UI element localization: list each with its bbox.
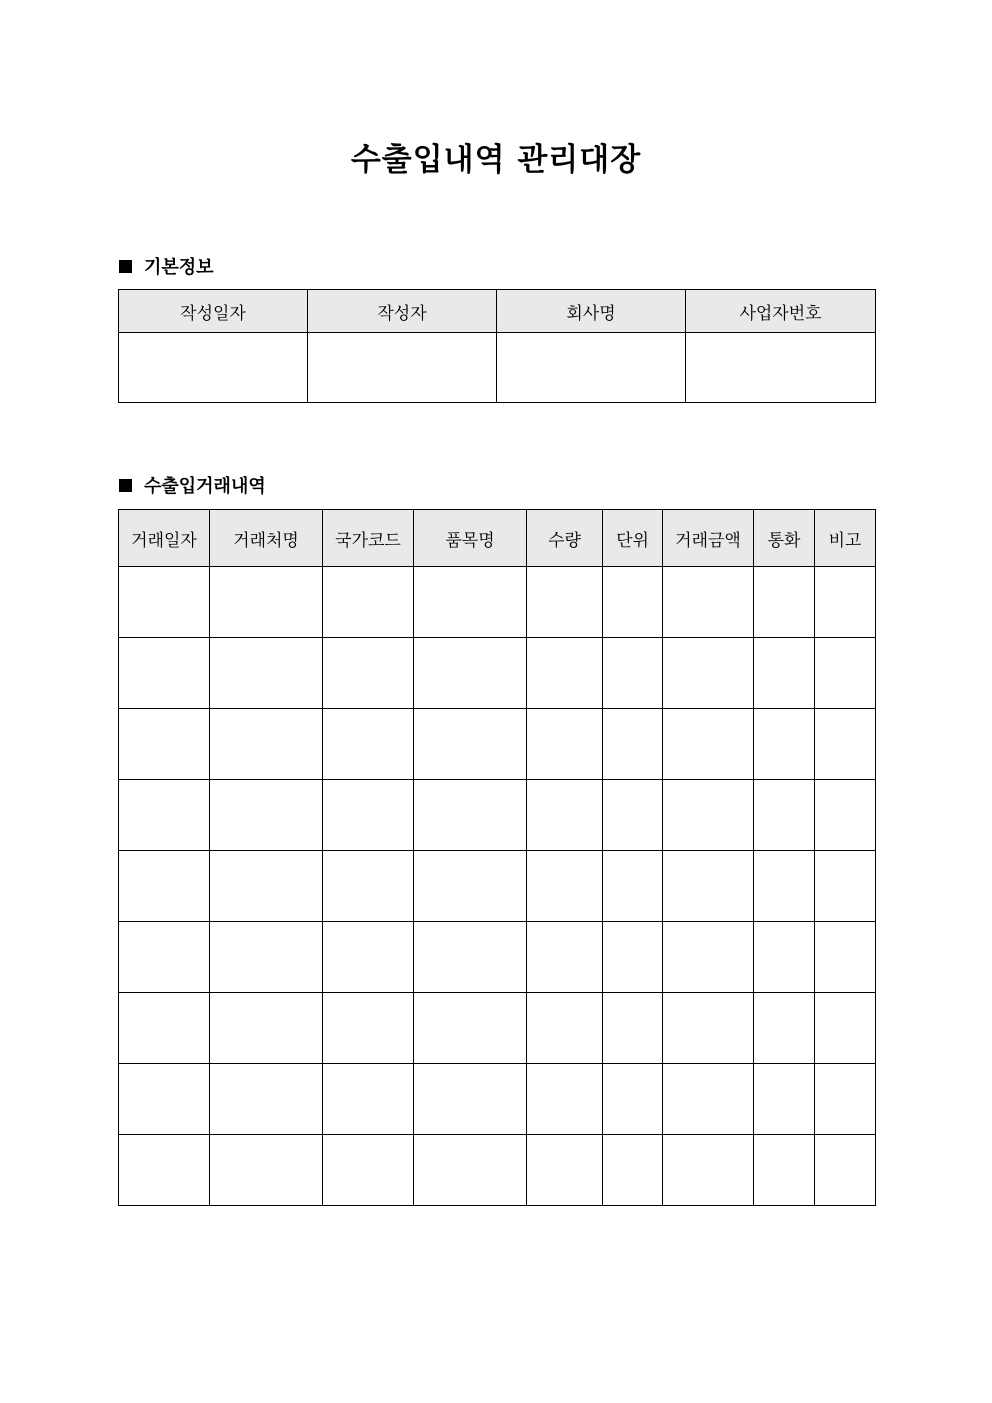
header-amount: 거래금액 [663, 510, 754, 567]
country-code-cell[interactable] [323, 638, 414, 709]
remarks-cell[interactable] [815, 851, 876, 922]
country-code-cell[interactable] [323, 1135, 414, 1206]
quantity-cell[interactable] [527, 567, 603, 638]
quantity-cell[interactable] [527, 851, 603, 922]
trade-date-cell[interactable] [119, 993, 210, 1064]
currency-cell[interactable] [754, 1135, 815, 1206]
trade-date-cell[interactable] [119, 922, 210, 993]
amount-cell[interactable] [663, 1064, 754, 1135]
quantity-cell[interactable] [527, 709, 603, 780]
item-name-cell[interactable] [414, 567, 527, 638]
table-row [119, 851, 876, 922]
partner-cell[interactable] [210, 709, 323, 780]
unit-cell[interactable] [603, 1064, 663, 1135]
amount-cell[interactable] [663, 1135, 754, 1206]
date-cell[interactable] [119, 333, 308, 403]
header-remarks: 비고 [815, 510, 876, 567]
item-name-cell[interactable] [414, 780, 527, 851]
amount-cell[interactable] [663, 851, 754, 922]
basic-info-heading-label: 기본정보 [144, 257, 214, 278]
trade-heading-label: 수출입거래내역 [144, 476, 266, 497]
unit-cell[interactable] [603, 1135, 663, 1206]
amount-cell[interactable] [663, 780, 754, 851]
currency-cell[interactable] [754, 567, 815, 638]
table-row [119, 780, 876, 851]
table-row [119, 922, 876, 993]
item-name-cell[interactable] [414, 1135, 527, 1206]
item-name-cell[interactable] [414, 709, 527, 780]
unit-cell[interactable] [603, 993, 663, 1064]
quantity-cell[interactable] [527, 993, 603, 1064]
trade-heading [119, 472, 266, 498]
table-row [119, 1135, 876, 1206]
header-item-name: 품목명 [414, 510, 527, 567]
remarks-cell[interactable] [815, 638, 876, 709]
quantity-cell[interactable] [527, 1135, 603, 1206]
item-name-cell[interactable] [414, 1064, 527, 1135]
amount-cell[interactable] [663, 922, 754, 993]
header-unit: 단위 [603, 510, 663, 567]
basic-info-header-row [119, 290, 876, 333]
header-quantity: 수량 [527, 510, 603, 567]
partner-cell[interactable] [210, 1064, 323, 1135]
currency-cell[interactable] [754, 780, 815, 851]
trade-table-body [119, 567, 876, 1206]
partner-cell[interactable] [210, 780, 323, 851]
currency-cell[interactable] [754, 993, 815, 1064]
remarks-cell[interactable] [815, 709, 876, 780]
quantity-cell[interactable] [527, 1064, 603, 1135]
square-bullet-icon [119, 260, 132, 273]
table-row [119, 993, 876, 1064]
country-code-cell[interactable] [323, 922, 414, 993]
trade-date-cell[interactable] [119, 1064, 210, 1135]
partner-cell[interactable] [210, 922, 323, 993]
trade-table [118, 509, 876, 1206]
basic-info-heading [119, 253, 214, 279]
unit-cell[interactable] [603, 851, 663, 922]
partner-cell[interactable] [210, 567, 323, 638]
country-code-cell[interactable] [323, 709, 414, 780]
country-code-cell[interactable] [323, 1064, 414, 1135]
quantity-cell[interactable] [527, 638, 603, 709]
author-cell[interactable] [308, 333, 497, 403]
remarks-cell[interactable] [815, 1135, 876, 1206]
amount-cell[interactable] [663, 993, 754, 1064]
document-title: 수출입내역 관리대장 [350, 142, 642, 178]
unit-cell[interactable] [603, 709, 663, 780]
partner-cell[interactable] [210, 638, 323, 709]
table-row [119, 1064, 876, 1135]
remarks-cell[interactable] [815, 922, 876, 993]
trade-date-cell[interactable] [119, 780, 210, 851]
currency-cell[interactable] [754, 638, 815, 709]
trade-date-cell[interactable] [119, 851, 210, 922]
header-currency: 통화 [754, 510, 815, 567]
basic-info-value-row [119, 333, 876, 403]
trade-date-cell[interactable] [119, 638, 210, 709]
partner-cell[interactable] [210, 993, 323, 1064]
quantity-cell[interactable] [527, 780, 603, 851]
partner-cell[interactable] [210, 851, 323, 922]
country-code-cell[interactable] [323, 780, 414, 851]
currency-cell[interactable] [754, 1064, 815, 1135]
table-row [119, 709, 876, 780]
remarks-cell[interactable] [815, 780, 876, 851]
trade-date-cell[interactable] [119, 1135, 210, 1206]
business-number-cell[interactable] [686, 333, 876, 403]
item-name-cell[interactable] [414, 993, 527, 1064]
header-partner: 거래처명 [210, 510, 323, 567]
trade-date-cell[interactable] [119, 709, 210, 780]
remarks-cell[interactable] [815, 567, 876, 638]
country-code-cell[interactable] [323, 851, 414, 922]
currency-cell[interactable] [754, 851, 815, 922]
unit-cell[interactable] [603, 567, 663, 638]
unit-cell[interactable] [603, 780, 663, 851]
header-trade-date: 거래일자 [119, 510, 210, 567]
company-cell[interactable] [497, 333, 686, 403]
trade-date-cell[interactable] [119, 567, 210, 638]
amount-cell[interactable] [663, 638, 754, 709]
country-code-cell[interactable] [323, 567, 414, 638]
currency-cell[interactable] [754, 922, 815, 993]
square-bullet-icon [119, 479, 132, 492]
currency-cell[interactable] [754, 709, 815, 780]
header-business-number: 사업자번호 [686, 290, 876, 333]
header-country-code: 국가코드 [323, 510, 414, 567]
header-company: 회사명 [497, 290, 686, 333]
unit-cell[interactable] [603, 638, 663, 709]
amount-cell[interactable] [663, 709, 754, 780]
remarks-cell[interactable] [815, 993, 876, 1064]
remarks-cell[interactable] [815, 1064, 876, 1135]
item-name-cell[interactable] [414, 638, 527, 709]
table-row [119, 638, 876, 709]
basic-info-table [118, 289, 876, 403]
table-row [119, 567, 876, 638]
partner-cell[interactable] [210, 1135, 323, 1206]
amount-cell[interactable] [663, 567, 754, 638]
header-date: 작성일자 [119, 290, 308, 333]
unit-cell[interactable] [603, 922, 663, 993]
item-name-cell[interactable] [414, 851, 527, 922]
trade-header-row [119, 510, 876, 567]
quantity-cell[interactable] [527, 922, 603, 993]
item-name-cell[interactable] [414, 922, 527, 993]
country-code-cell[interactable] [323, 993, 414, 1064]
header-author: 작성자 [308, 290, 497, 333]
